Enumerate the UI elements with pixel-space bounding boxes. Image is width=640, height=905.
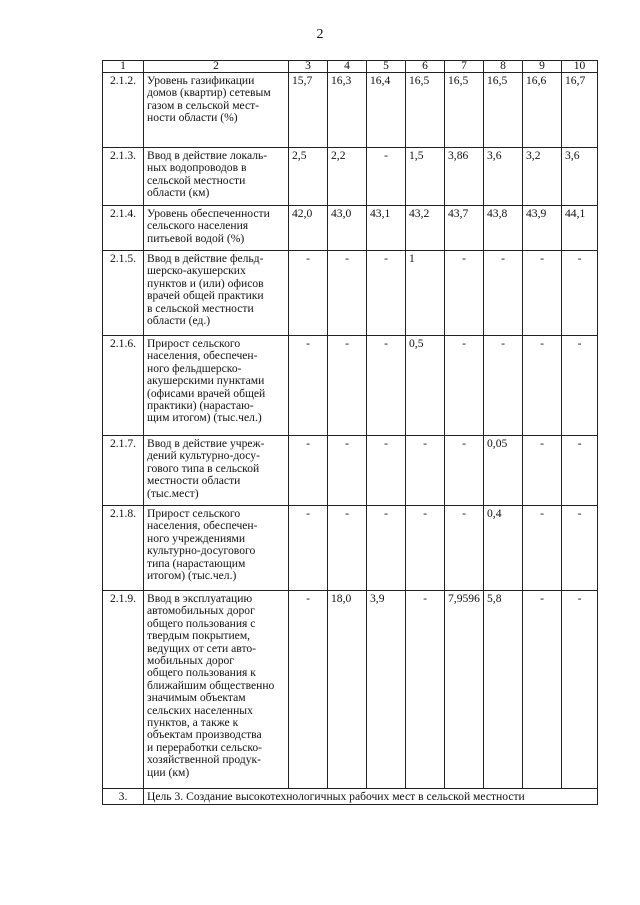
value-cell: - <box>328 506 367 591</box>
value-cell: - <box>445 436 484 506</box>
row-code: 2.1.3. <box>103 148 144 206</box>
indicator-name-line: сельской местности <box>147 173 246 187</box>
table-row <box>103 336 598 436</box>
value-cell: - <box>445 336 484 436</box>
value-cell: - <box>367 251 406 336</box>
indicator-name-line: и переработки сельско- <box>147 740 263 754</box>
indicator-name-line: Ввод в эксплуатацию <box>147 592 253 605</box>
value-cell: 18,0 <box>328 591 367 789</box>
value-cell: 3,9 <box>367 591 406 789</box>
column-number: 6 <box>406 61 445 73</box>
indicator-name-line: (офисами врачей общей <box>147 386 266 400</box>
goal-row <box>103 789 598 805</box>
value-cell: - <box>289 251 328 336</box>
column-number: 1 <box>103 61 144 73</box>
indicator-name-line: Прирост сельского <box>147 337 241 350</box>
value-cell: 2,2 <box>328 148 367 206</box>
column-number: 8 <box>484 61 523 73</box>
indicators-table <box>102 60 598 805</box>
indicator-name-line: щим итогом) (тыс.чел.) <box>147 411 262 425</box>
page-number: 2 <box>316 27 324 42</box>
value-cell: 16,7 <box>562 73 598 148</box>
indicator-name-line: шерско-акушерских <box>147 264 246 278</box>
indicator-name-line: сельских населенных <box>147 703 253 717</box>
indicator-name-line: пунктов и (или) офисов <box>147 276 264 290</box>
goal-code: 3. <box>103 789 144 805</box>
column-number: 2 <box>144 61 289 73</box>
value-cell: 3,86 <box>445 148 484 206</box>
value-cell: 0,5 <box>406 336 445 436</box>
column-number: 7 <box>445 61 484 73</box>
value-cell: 43,2 <box>406 206 445 251</box>
goal-text: Цель 3. Создание высокотехнологичных рабочих мест в сельской местности <box>144 789 598 805</box>
value-cell: - <box>367 148 406 206</box>
value-cell: 43,0 <box>328 206 367 251</box>
indicator-name-line: гового типа в сельской <box>147 461 260 475</box>
value-cell: - <box>445 251 484 336</box>
indicator-name-line: области (км) <box>147 186 210 200</box>
value-cell: - <box>328 336 367 436</box>
indicator-name-line: газом в сельской мест- <box>147 98 260 112</box>
column-number: 10 <box>562 61 598 73</box>
value-cell: 3,6 <box>484 148 523 206</box>
indicator-name-line: общего пользования к <box>147 666 256 680</box>
value-cell: 3,6 <box>562 148 598 206</box>
value-cell: 44,1 <box>562 206 598 251</box>
value-cell: 16,3 <box>328 73 367 148</box>
indicator-name-line: Ввод в действие фельд- <box>147 252 264 265</box>
indicator-name-line: питьевой водой (%) <box>147 231 245 245</box>
row-code: 2.1.5. <box>103 251 144 336</box>
value-cell: 2,5 <box>289 148 328 206</box>
table-row <box>103 251 598 336</box>
value-cell: 5,8 <box>484 591 523 789</box>
indicator-name-line: области (ед.) <box>147 314 211 328</box>
value-cell: 0,4 <box>484 506 523 591</box>
value-cell: - <box>562 251 598 336</box>
indicator-name-line: практики) (нарастаю- <box>147 399 254 413</box>
table-row <box>103 206 598 251</box>
value-cell: - <box>328 436 367 506</box>
value-cell: 15,7 <box>289 73 328 148</box>
indicator-name-line: в сельской местности <box>147 301 254 315</box>
value-cell: - <box>523 336 562 436</box>
indicator-name <box>144 148 289 206</box>
indicator-name <box>144 206 289 251</box>
value-cell: - <box>523 251 562 336</box>
value-cell: 7,9596 <box>445 591 484 789</box>
value-cell: - <box>406 436 445 506</box>
value-cell: - <box>328 251 367 336</box>
indicator-name <box>144 336 289 436</box>
value-cell: - <box>289 436 328 506</box>
table-row <box>103 436 598 506</box>
indicator-name-line: объектам производства <box>147 728 262 742</box>
indicator-name-line: населения, обеспечен- <box>147 349 258 363</box>
row-code: 2.1.2. <box>103 73 144 148</box>
value-cell: 16,4 <box>367 73 406 148</box>
value-cell: - <box>367 336 406 436</box>
indicator-name-line: культурно-досугового <box>147 544 256 558</box>
column-number: 5 <box>367 61 406 73</box>
indicator-name <box>144 436 289 506</box>
value-cell: - <box>523 436 562 506</box>
value-cell: 43,1 <box>367 206 406 251</box>
indicator-name-line: акушерскими пунктами <box>147 374 265 388</box>
row-code: 2.1.9. <box>103 591 144 789</box>
value-cell: 0,05 <box>484 436 523 506</box>
indicator-name-line: твердым покрытием, <box>147 629 251 643</box>
value-cell: - <box>445 506 484 591</box>
value-cell: - <box>367 506 406 591</box>
indicator-name-line: ближайшим общественно <box>147 678 275 692</box>
value-cell: 16,5 <box>484 73 523 148</box>
table-row <box>103 591 598 789</box>
indicator-name <box>144 506 289 591</box>
indicator-name-line: Прирост сельского <box>147 507 241 520</box>
indicator-name-line: ности области (%) <box>147 111 238 125</box>
indicator-name-line: врачей общей практики <box>147 289 264 303</box>
value-cell: - <box>289 591 328 789</box>
row-code: 2.1.4. <box>103 206 144 251</box>
value-cell: - <box>406 591 445 789</box>
value-cell: 43,8 <box>484 206 523 251</box>
indicator-name-line: дений культурно-досу- <box>147 449 260 463</box>
indicator-name-line: ного учреждениями <box>147 531 246 545</box>
value-cell: 1,5 <box>406 148 445 206</box>
column-number: 4 <box>328 61 367 73</box>
column-number: 9 <box>523 61 562 73</box>
value-cell: - <box>562 336 598 436</box>
value-cell: 43,9 <box>523 206 562 251</box>
indicator-name-line: ведущих от сети авто- <box>147 641 257 655</box>
value-cell: - <box>289 506 328 591</box>
indicator-name-line: (тыс.мест) <box>147 486 199 500</box>
indicator-name-line: итогом) (тыс.чел.) <box>147 569 237 583</box>
value-cell: - <box>484 336 523 436</box>
row-code: 2.1.7. <box>103 436 144 506</box>
value-cell: - <box>406 506 445 591</box>
value-cell: 42,0 <box>289 206 328 251</box>
indicator-name-line: типа (нарастающим <box>147 556 246 570</box>
indicator-name-line: Уровень газификации <box>147 74 255 87</box>
indicator-name-line: Ввод в действие локаль- <box>147 149 268 162</box>
value-cell: 16,6 <box>523 73 562 148</box>
indicator-name-line: сельского населения <box>147 219 249 233</box>
table-row <box>103 148 598 206</box>
indicator-name-line: значимым объектам <box>147 691 246 705</box>
indicator-name-line: домов (квартир) сетевым <box>147 86 271 100</box>
value-cell: - <box>523 591 562 789</box>
indicator-name-line: автомобильных дорог <box>147 604 255 618</box>
value-cell: - <box>484 251 523 336</box>
table-row <box>103 73 598 148</box>
value-cell: - <box>562 436 598 506</box>
indicator-name-line: пунктов, а также к <box>147 716 239 730</box>
value-cell: 16,5 <box>406 73 445 148</box>
indicator-name-line: ного фельдшерско- <box>147 361 242 375</box>
indicator-name-line: хозяйственной продук- <box>147 753 261 767</box>
value-cell: 1 <box>406 251 445 336</box>
value-cell: - <box>562 506 598 591</box>
value-cell: - <box>289 336 328 436</box>
value-cell: 3,2 <box>523 148 562 206</box>
row-code: 2.1.8. <box>103 506 144 591</box>
column-numbers-row <box>103 61 598 73</box>
indicator-name <box>144 591 289 789</box>
indicator-name <box>144 251 289 336</box>
column-number: 3 <box>289 61 328 73</box>
indicator-name-line: мобильных дорог <box>147 654 235 668</box>
value-cell: - <box>367 436 406 506</box>
value-cell: 43,7 <box>445 206 484 251</box>
table-row <box>103 506 598 591</box>
value-cell: 16,5 <box>445 73 484 148</box>
indicator-name-line: населения, обеспечен- <box>147 519 258 533</box>
indicator-name-line: местности области <box>147 474 241 488</box>
value-cell: - <box>523 506 562 591</box>
indicator-name-line: ных водопроводов в <box>147 161 247 175</box>
value-cell: - <box>562 591 598 789</box>
indicator-name-line: общего пользования с <box>147 616 256 630</box>
indicator-name-line: Уровень обеспеченности <box>147 207 270 220</box>
indicator-name-line: ции (км) <box>147 765 190 779</box>
indicator-name <box>144 73 289 148</box>
row-code: 2.1.6. <box>103 336 144 436</box>
indicator-name-line: Ввод в действие учреж- <box>147 437 265 450</box>
